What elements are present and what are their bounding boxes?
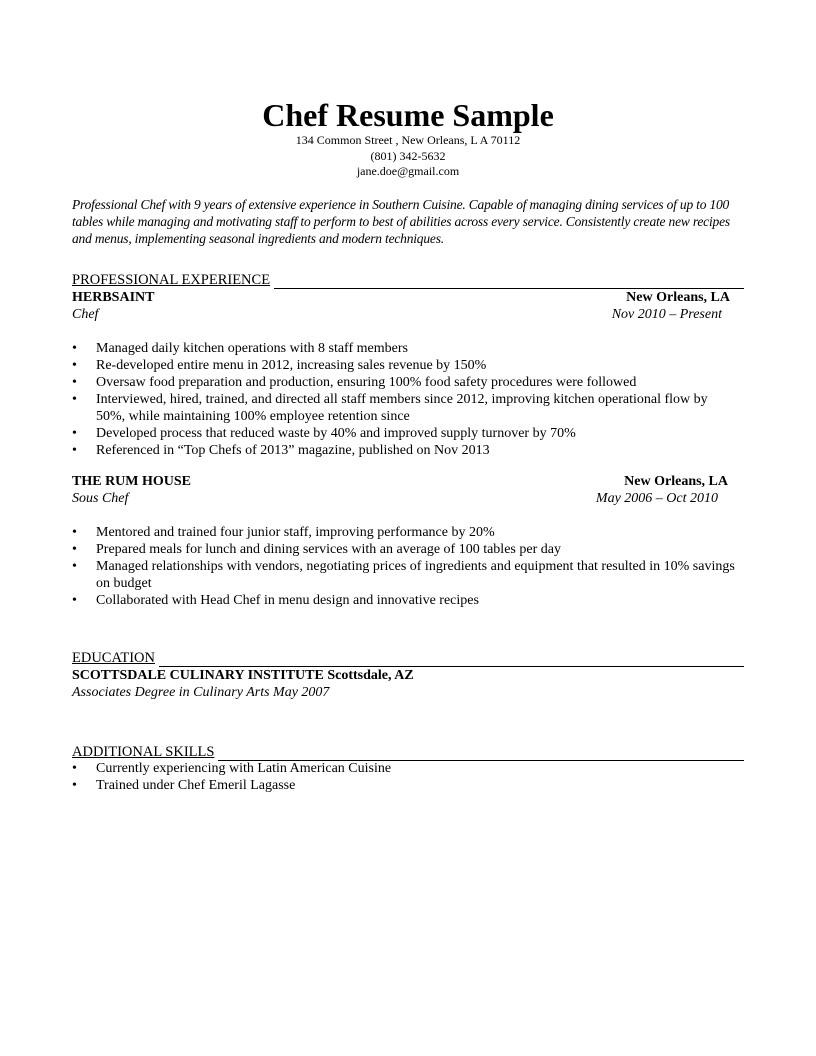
- list-item: • Currently experiencing with Latin American Cuisine: [72, 760, 737, 777]
- job-bullet-list: [72, 524, 737, 609]
- section-divider: [218, 746, 744, 761]
- list-item: • Mentored and trained four junior staff, improving performance by 20%: [72, 524, 737, 541]
- job-role: Sous Chef: [72, 491, 129, 506]
- list-item: • Prepared meals for lunch and dining services with an average of 100 tables per day: [72, 541, 737, 558]
- education-heading-label: EDUCATION: [72, 650, 155, 666]
- education-heading: [72, 650, 744, 667]
- list-item: • Interviewed, hired, trained, and directed all staff members since 2012, improving kitchen operational flow by 50%, while maintaining 100% employee retention since: [72, 391, 737, 425]
- section-divider: [159, 652, 744, 667]
- list-item: • Oversaw food preparation and production, ensuring 100% food safety procedures were followed: [72, 374, 737, 391]
- list-item: • Collaborated with Head Chef in menu design and innovative recipes: [72, 592, 737, 609]
- experience-heading: [72, 272, 744, 289]
- job-location: New Orleans, LA: [626, 290, 730, 305]
- employer-name: THE RUM HOUSE: [72, 474, 192, 489]
- job-location: New Orleans, LA: [624, 474, 728, 489]
- list-item: • Managed daily kitchen operations with 8 staff members: [72, 340, 737, 357]
- address: 134 Common Street , New Orleans, L A 70112: [295, 133, 521, 147]
- email: jane.doe@gmail.com: [356, 164, 460, 178]
- phone: (801) 342-5632: [370, 149, 446, 163]
- list-item: • Trained under Chef Emeril Lagasse: [72, 777, 737, 794]
- list-item: • Referenced in “Top Chefs of 2013” magazine, published on Nov 2013: [72, 442, 737, 459]
- skills-bullet-list: [72, 760, 737, 794]
- employer-name: HERBSAINT: [72, 290, 155, 305]
- experience-heading-label: PROFESSIONAL EXPERIENCE: [72, 272, 271, 288]
- job-dates: Nov 2010 – Present: [611, 307, 722, 322]
- skills-heading: [72, 744, 744, 761]
- list-item: • Re-developed entire menu in 2012, increasing sales revenue by 150%: [72, 357, 737, 374]
- professional-summary: Professional Chef with 9 years of extensive experience in Southern Cuisine. Capable of managing dining services of up to 100 tables while managing and motivating staff to perform to best of abilities across every service. Consistently create new recipes and menus, implementing seasonal ingredients and modern techniques.: [72, 197, 730, 246]
- school-name: SCOTTSDALE CULINARY INSTITUTE Scottsdale, AZ: [72, 668, 414, 683]
- job-role: Chef: [72, 307, 99, 322]
- skills-heading-label: ADDITIONAL SKILLS: [72, 744, 215, 760]
- list-item: • Managed relationships with vendors, negotiating prices of ingredients and equipment that resulted in 10% savings on budget: [72, 558, 737, 592]
- job-dates: May 2006 – Oct 2010: [595, 491, 718, 506]
- section-divider: [274, 274, 744, 289]
- job-bullet-list: [72, 340, 737, 459]
- degree: Associates Degree in Culinary Arts May 2007: [72, 685, 330, 700]
- page-title: Chef Resume Sample: [262, 97, 554, 133]
- list-item: • Developed process that reduced waste by 40% and improved supply turnover by 70%: [72, 425, 737, 442]
